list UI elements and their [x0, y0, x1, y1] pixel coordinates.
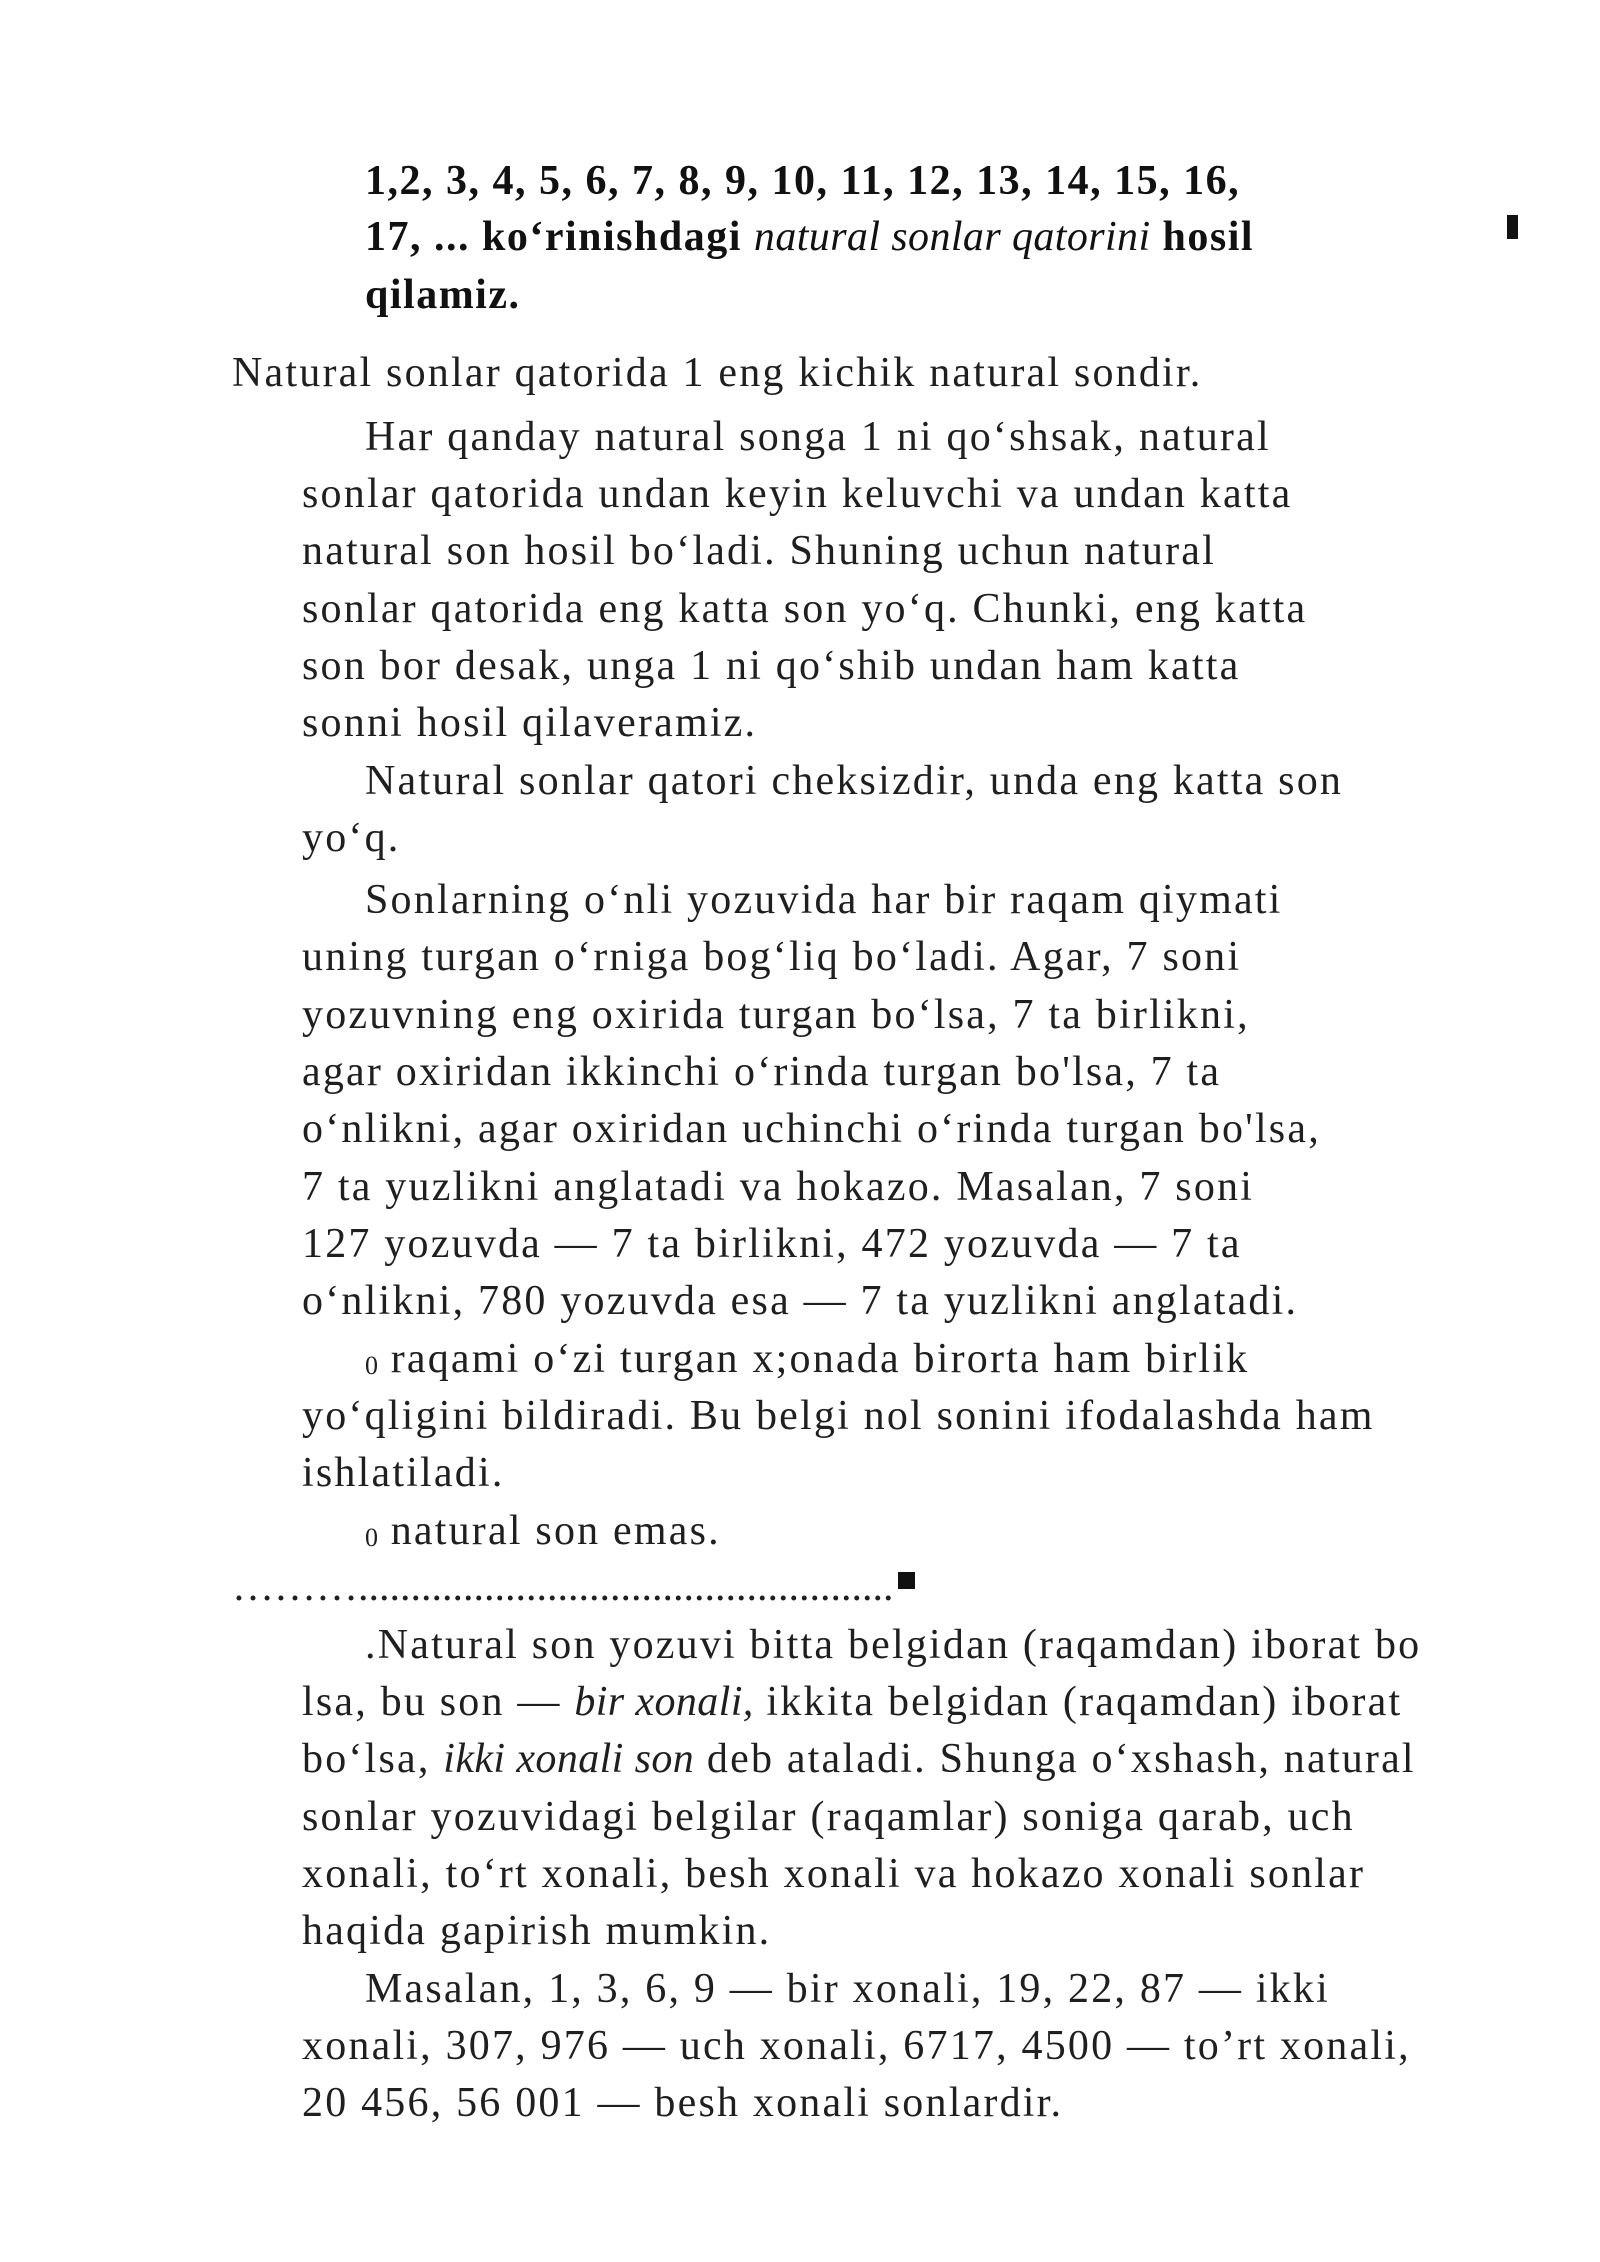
paragraph-4-line: Sonlarning o‘nli yozuvida har bir raqam qiymati [365, 877, 1283, 923]
paragraph-4-line: yozuvning eng oxirida turgan bo‘lsa, 7 ta birlikni, [302, 992, 1250, 1038]
italic-term: ikki xonali son [443, 1736, 695, 1782]
heading-line-3: qilamiz. [365, 272, 521, 318]
paragraph-4-line: o‘nlikni, agar oxiridan uchinchi o‘rinda turgan bo'lsa, [302, 1106, 1321, 1152]
heading-italic-term: natural sonlar qatorini [753, 214, 1151, 260]
paragraph-5-line: ishlatiladi. [302, 1450, 505, 1496]
paragraph-4-line: 127 yozuvda — 7 ta birlikni, 472 yozuvda — 7 ta [302, 1221, 1242, 1267]
paragraph-2-line: son bor desak, unga 1 ni qo‘shib undan ham katta [302, 643, 1241, 689]
paragraph-7-line [302, 1681, 1402, 1723]
paragraph-5-line: yo‘qligini bildiradi. Bu belgi nol sonini ifodalashda ham [302, 1393, 1375, 1439]
paragraph-2-line: sonlar qatorida undan keyin keluvchi va undan katta [302, 471, 1293, 517]
heading-line-2-prefix: 17, ... ko‘rinishdagi [365, 214, 754, 260]
paragraph-7-line [302, 1738, 1416, 1780]
heading-line-2 [365, 216, 1254, 258]
paragraph-2-line: sonlar qatorida eng katta son yo‘q. Chunki, eng katta [302, 586, 1308, 632]
paragraph-7-text: ikkita belgidan (raqamdan) iborat [753, 1679, 1403, 1725]
paragraph-2-line: Har qanday natural songa 1 ni qo‘shsak, natural [365, 414, 1271, 460]
paragraph-7-line: xonali, to‘rt xonali, besh xonali va hokazo xonali sonlar [302, 1851, 1366, 1897]
digit-zero: 0 [365, 1351, 378, 1380]
italic-term: bir xonali, [574, 1679, 754, 1725]
heading-line-1: 1,2, 3, 4, 5, 6, 7, 8, 9, 10, 11, 12, 13, 14, 15, 16, [365, 158, 1241, 204]
paragraph-8-line: 20 456, 56 001 — besh xonali sonlardir. [302, 2080, 1064, 2126]
paragraph-4-line: o‘nlikni, 780 yozuvda esa — 7 ta yuzlikni anglatadi. [302, 1278, 1299, 1324]
paragraph-6 [365, 1510, 721, 1552]
paragraph-1: Natural sonlar qatorida 1 eng kichik natural sondir. [232, 350, 1203, 396]
paragraph-7-line: haqida gapirish mumkin. [302, 1908, 772, 1954]
paragraph-7-text: lsa, bu son — [302, 1679, 575, 1725]
paragraph-7-text: bo‘lsa, [302, 1736, 444, 1782]
heading-line-2-suffix: hosil [1150, 214, 1255, 260]
paragraph-8-line: xonali, 307, 976 — uch xonali, 6717, 4500 — to’rt xonali, [302, 2023, 1411, 2069]
paragraph-5-first-text: raqami o‘zi turgan x;onada birorta ham birlik [378, 1336, 1250, 1382]
paragraph-2-line: sonni hosil qilaveramiz. [302, 700, 758, 746]
margin-marker [1507, 215, 1518, 239]
paragraph-7-text: deb ataladi. Shunga o‘xshash, natural [694, 1736, 1416, 1782]
paragraph-4-line: 7 ta yuzlikni anglatadi va hokazo. Masalan, 7 soni [302, 1164, 1255, 1210]
digit-zero: 0 [365, 1523, 378, 1552]
paragraph-7-line: sonlar yozuvidagi belgilar (raqamlar) soniga qarab, uch [302, 1794, 1355, 1840]
paragraph-2-line: natural son hosil bo‘ladi. Shuning uchun natural [302, 528, 1216, 574]
paragraph-3-line: Natural sonlar qatori cheksizdir, unda eng katta son [365, 758, 1344, 804]
square-marker [898, 1572, 915, 1589]
paragraph-4-line: agar oxiridan ikkinchi o‘rinda turgan bo'lsa, 7 ta [302, 1049, 1222, 1095]
paragraph-8-line: Masalan, 1, 3, 6, 9 — bir xonali, 19, 22, 87 — ikki [365, 1966, 1330, 2012]
paragraph-7-line: .Natural son yozuvi bitta belgidan (raqamdan) iborat bo [365, 1622, 1422, 1668]
paragraph-6-text: natural son emas. [378, 1508, 721, 1554]
paragraph-4-line: uning turgan o‘rniga bog‘liq bo‘ladi. Agar, 7 soni [302, 934, 1242, 980]
dotted-separator: ………................................................... [232, 1564, 894, 1610]
paragraph-5-line [365, 1338, 1249, 1380]
paragraph-3-line: yo‘q. [302, 815, 401, 861]
